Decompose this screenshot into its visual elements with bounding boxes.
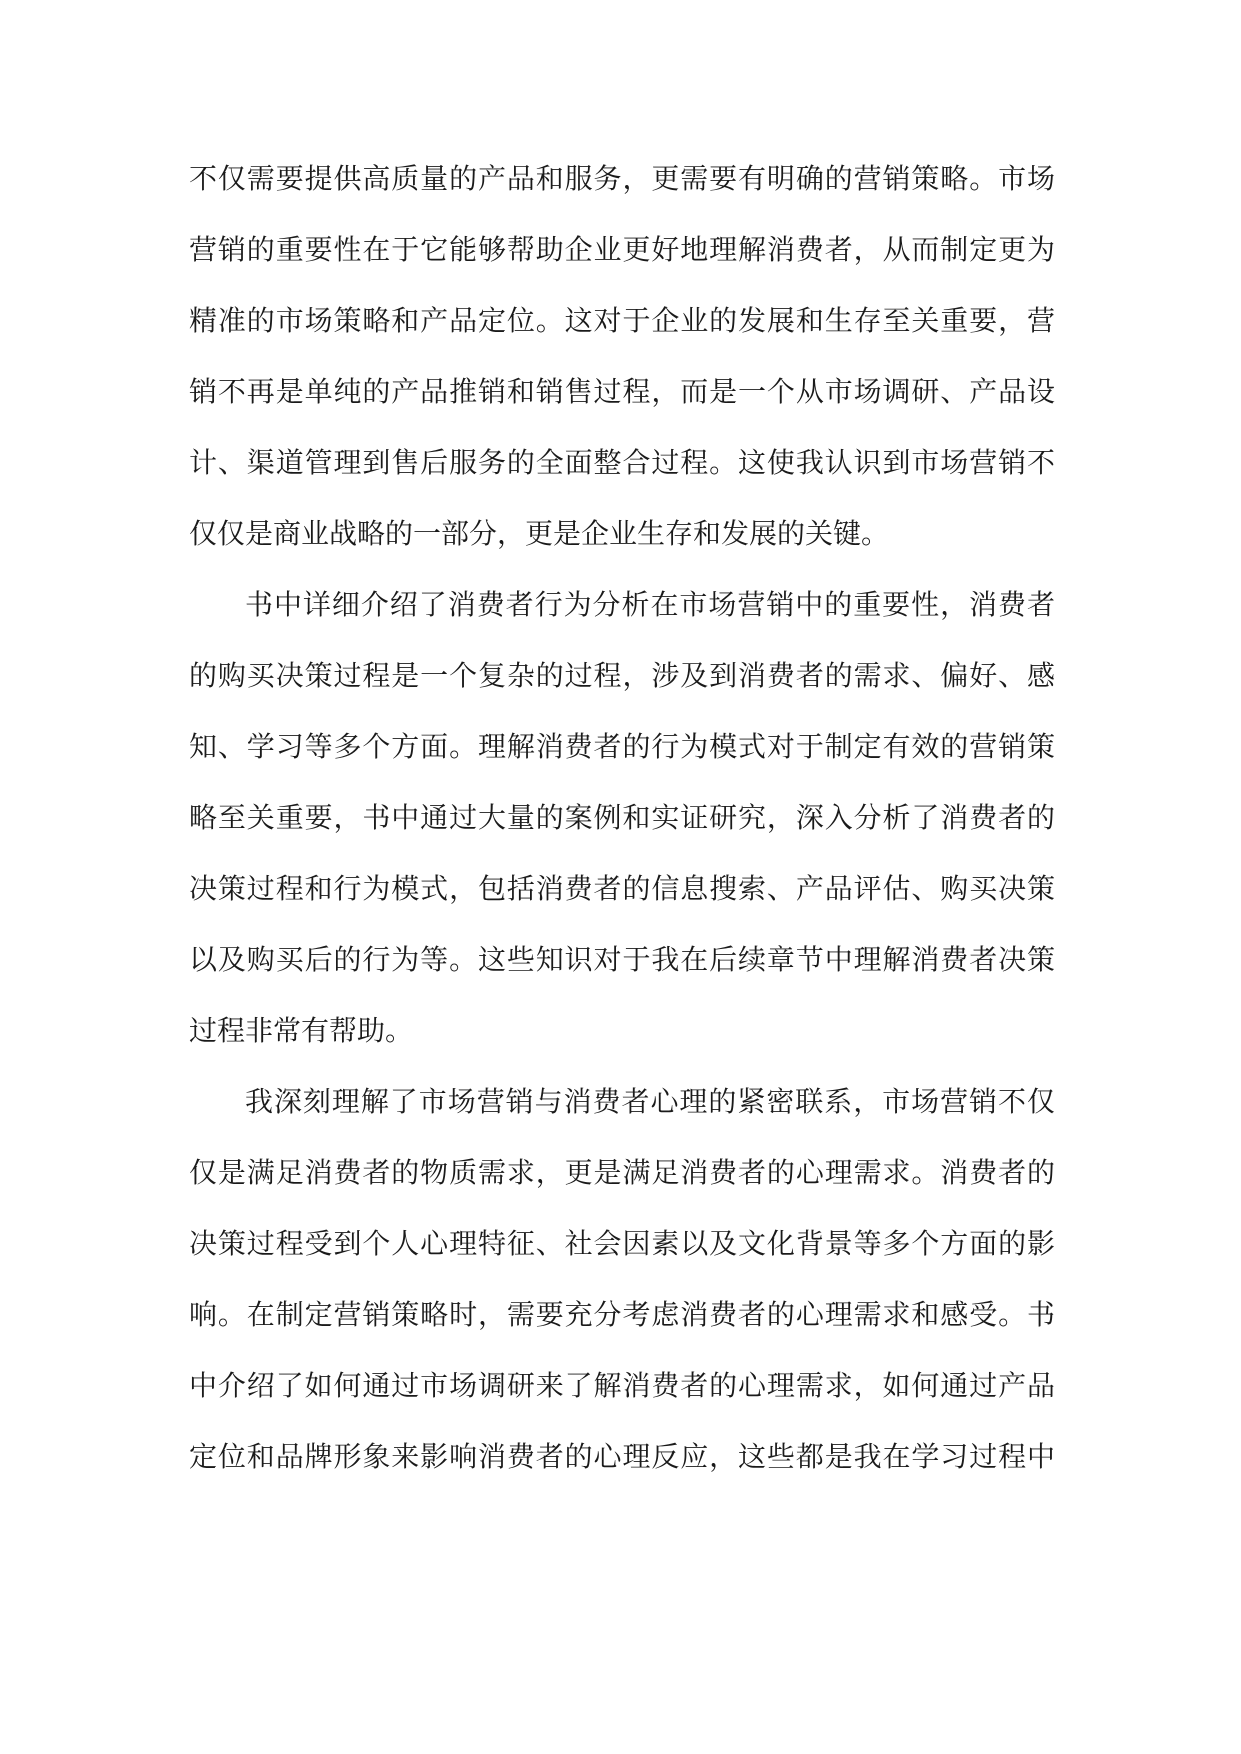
- text-line: 书中详细介绍了消费者行为分析在市场营销中的重要性，消费者: [245, 588, 1055, 621]
- text-line: 决策过程受到个人心理特征、社会因素以及文化背景等多个方面的影: [189, 1227, 1055, 1260]
- document-body: [189, 143, 1055, 1492]
- text-line: 计、渠道管理到售后服务的全面整合过程。这使我认识到市场营销不: [189, 446, 1055, 479]
- paragraph-2: [189, 569, 1055, 1066]
- text-line: 决策过程和行为模式，包括消费者的信息搜索、产品评估、购买决策: [189, 872, 1055, 905]
- paragraph-3: [189, 1066, 1055, 1492]
- text-line: 定位和品牌形象来影响消费者的心理反应，这些都是我在学习过程中: [189, 1440, 1055, 1473]
- text-line: 精准的市场策略和产品定位。这对于企业的发展和生存至关重要，营: [189, 304, 1055, 337]
- text-line: 营销的重要性在于它能够帮助企业更好地理解消费者，从而制定更为: [189, 233, 1055, 266]
- paragraph-1: [189, 143, 1055, 569]
- text-line: 的购买决策过程是一个复杂的过程，涉及到消费者的需求、偏好、感: [189, 659, 1055, 692]
- text-line: 以及购买后的行为等。这些知识对于我在后续章节中理解消费者决策: [189, 943, 1055, 976]
- text-line: 仅仅是商业战略的一部分，更是企业生存和发展的关键。: [189, 517, 890, 550]
- text-line: 知、学习等多个方面。理解消费者的行为模式对于制定有效的营销策: [189, 730, 1055, 763]
- text-line: 略至关重要，书中通过大量的案例和实证研究，深入分析了消费者的: [189, 801, 1055, 834]
- text-line: 不仅需要提供高质量的产品和服务，更需要有明确的营销策略。市场: [189, 162, 1055, 195]
- text-line: 过程非常有帮助。: [189, 1014, 414, 1047]
- text-line: 中介绍了如何通过市场调研来了解消费者的心理需求，如何通过产品: [189, 1369, 1055, 1402]
- text-line: 响。在制定营销策略时，需要充分考虑消费者的心理需求和感受。书: [189, 1298, 1055, 1331]
- text-line: 仅是满足消费者的物质需求，更是满足消费者的心理需求。消费者的: [189, 1156, 1055, 1189]
- text-line: 我深刻理解了市场营销与消费者心理的紧密联系，市场营销不仅: [245, 1085, 1055, 1118]
- text-line: 销不再是单纯的产品推销和销售过程，而是一个从市场调研、产品设: [189, 375, 1055, 408]
